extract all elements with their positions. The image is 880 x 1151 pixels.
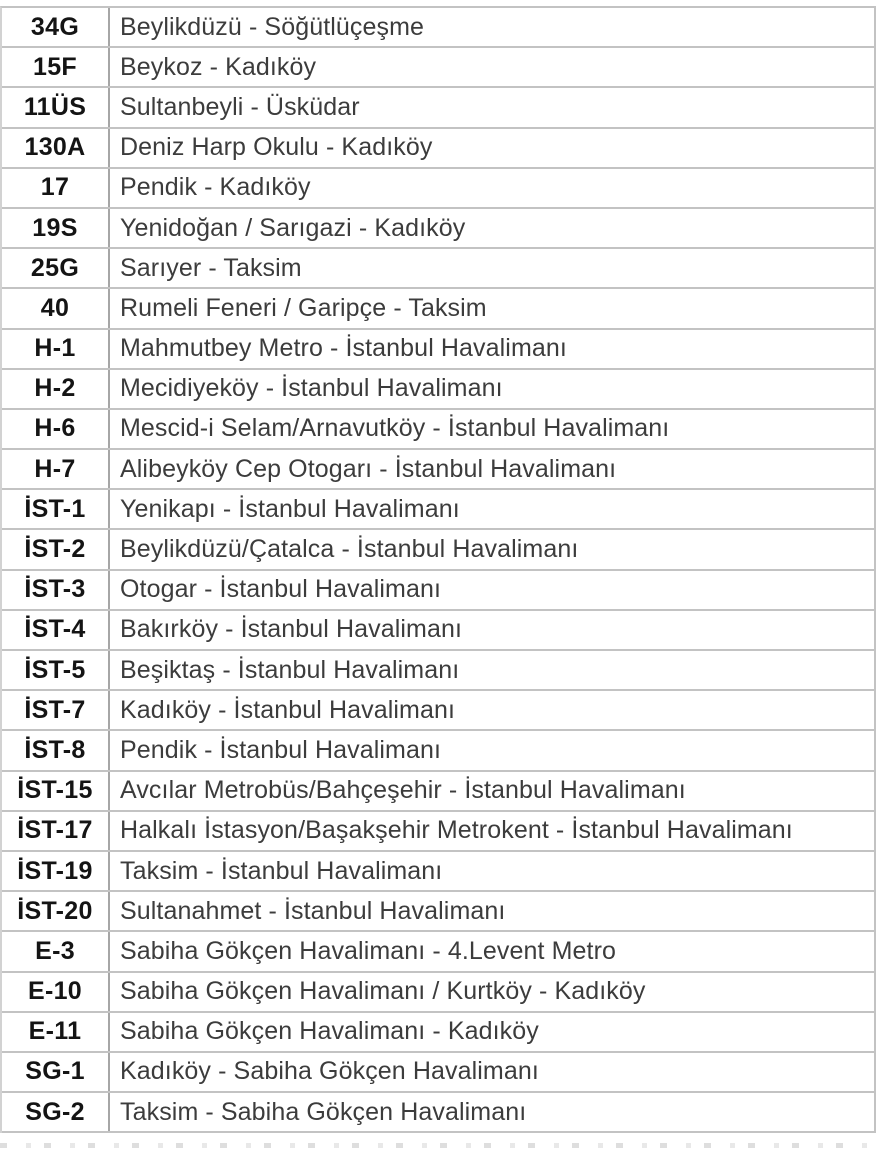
- route-code: İST-7: [2, 691, 110, 729]
- table-row: [2, 450, 874, 490]
- route-code: H-6: [2, 410, 110, 448]
- route-description: Deniz Harp Okulu - Kadıköy: [120, 133, 433, 162]
- route-code: SG-1: [2, 1053, 110, 1091]
- route-description: Bakırköy - İstanbul Havalimanı: [120, 615, 463, 644]
- route-code: İST-19: [2, 852, 110, 890]
- route-code: 25G: [2, 249, 110, 287]
- table-row: [2, 490, 874, 530]
- table-row: [2, 129, 874, 169]
- route-description: Mecidiyeköy - İstanbul Havalimanı: [120, 374, 503, 403]
- table-row: [2, 530, 874, 570]
- table-row: [2, 691, 874, 731]
- route-description: Avcılar Metrobüs/Bahçeşehir - İstanbul Havalimanı: [120, 776, 686, 805]
- table-row: [2, 1013, 874, 1053]
- route-code: 34G: [2, 8, 110, 46]
- table-row: [2, 932, 874, 972]
- route-code: H-1: [2, 330, 110, 368]
- route-code: E-10: [2, 973, 110, 1011]
- route-description: Mahmutbey Metro - İstanbul Havalimanı: [120, 334, 567, 363]
- cutoff-next-row-artifact: [0, 1143, 880, 1148]
- route-code: SG-2: [2, 1093, 110, 1131]
- route-description: Halkalı İstasyon/Başakşehir Metrokent - İstanbul Havalimanı: [120, 816, 793, 845]
- route-code: İST-17: [2, 812, 110, 850]
- table-row: [2, 249, 874, 289]
- route-description: Beylikdüzü/Çatalca - İstanbul Havalimanı: [120, 535, 579, 564]
- route-code: 11ÜS: [2, 88, 110, 126]
- route-code: İST-2: [2, 530, 110, 568]
- route-description: Sultanbeyli - Üsküdar: [120, 92, 360, 121]
- route-code: H-7: [2, 450, 110, 488]
- route-code: İST-5: [2, 651, 110, 689]
- route-code: İST-8: [2, 731, 110, 769]
- table-row: [2, 169, 874, 209]
- route-description: Taksim - İstanbul Havalimanı: [120, 856, 443, 885]
- route-code: İST-15: [2, 772, 110, 810]
- route-description: Sultanahmet - İstanbul Havalimanı: [120, 896, 506, 925]
- table-row: [2, 289, 874, 329]
- route-description: Sabiha Gökçen Havalimanı - 4.Levent Metro: [120, 936, 617, 965]
- table-row: [2, 209, 874, 249]
- route-code: 40: [2, 289, 110, 327]
- route-description: Yenikapı - İstanbul Havalimanı: [120, 494, 460, 523]
- route-code: İST-20: [2, 892, 110, 930]
- route-description: Yenidoğan / Sarıgazi - Kadıköy: [120, 213, 466, 242]
- table-row: [2, 1053, 874, 1093]
- table-row: [2, 973, 874, 1013]
- route-code: 130A: [2, 129, 110, 167]
- route-description: Pendik - Kadıköy: [120, 173, 311, 202]
- route-description: Taksim - Sabiha Gökçen Havalimanı: [120, 1097, 527, 1126]
- route-description: Kadıköy - İstanbul Havalimanı: [120, 695, 456, 724]
- table-row: [2, 611, 874, 651]
- route-description: Beşiktaş - İstanbul Havalimanı: [120, 655, 460, 684]
- route-description: Pendik - İstanbul Havalimanı: [120, 735, 442, 764]
- route-description: Beylikdüzü - Söğütlüçeşme: [120, 12, 425, 41]
- route-description: Sabiha Gökçen Havalimanı / Kurtköy - Kadıköy: [120, 977, 646, 1006]
- table-row: [2, 330, 874, 370]
- table-row: [2, 410, 874, 450]
- route-description: Mescid-i Selam/Arnavutköy - İstanbul Havalimanı: [120, 414, 670, 443]
- table-row: [2, 88, 874, 128]
- table-row: [2, 571, 874, 611]
- route-description: Otogar - İstanbul Havalimanı: [120, 575, 442, 604]
- table-row: [2, 852, 874, 892]
- table-row: [2, 370, 874, 410]
- route-code: H-2: [2, 370, 110, 408]
- route-description: Sarıyer - Taksim: [120, 253, 302, 282]
- routes-table: [0, 6, 876, 1133]
- table-row: [2, 892, 874, 932]
- route-description: Kadıköy - Sabiha Gökçen Havalimanı: [120, 1057, 539, 1086]
- route-code: İST-4: [2, 611, 110, 649]
- route-code: 19S: [2, 209, 110, 247]
- table-row: [2, 1093, 874, 1133]
- route-code: 15F: [2, 48, 110, 86]
- route-description: Rumeli Feneri / Garipçe - Taksim: [120, 293, 487, 322]
- table-row: [2, 8, 874, 48]
- table-row: [2, 651, 874, 691]
- route-description: Beykoz - Kadıköy: [120, 52, 317, 81]
- route-code: İST-3: [2, 571, 110, 609]
- route-code: İST-1: [2, 490, 110, 528]
- table-row: [2, 812, 874, 852]
- route-description: Sabiha Gökçen Havalimanı - Kadıköy: [120, 1017, 539, 1046]
- table-row: [2, 731, 874, 771]
- route-description: Alibeyköy Cep Otogarı - İstanbul Havalimanı: [120, 454, 617, 483]
- route-code: E-3: [2, 932, 110, 970]
- table-row: [2, 48, 874, 88]
- route-code: E-11: [2, 1013, 110, 1051]
- table-row: [2, 772, 874, 812]
- route-code: 17: [2, 169, 110, 207]
